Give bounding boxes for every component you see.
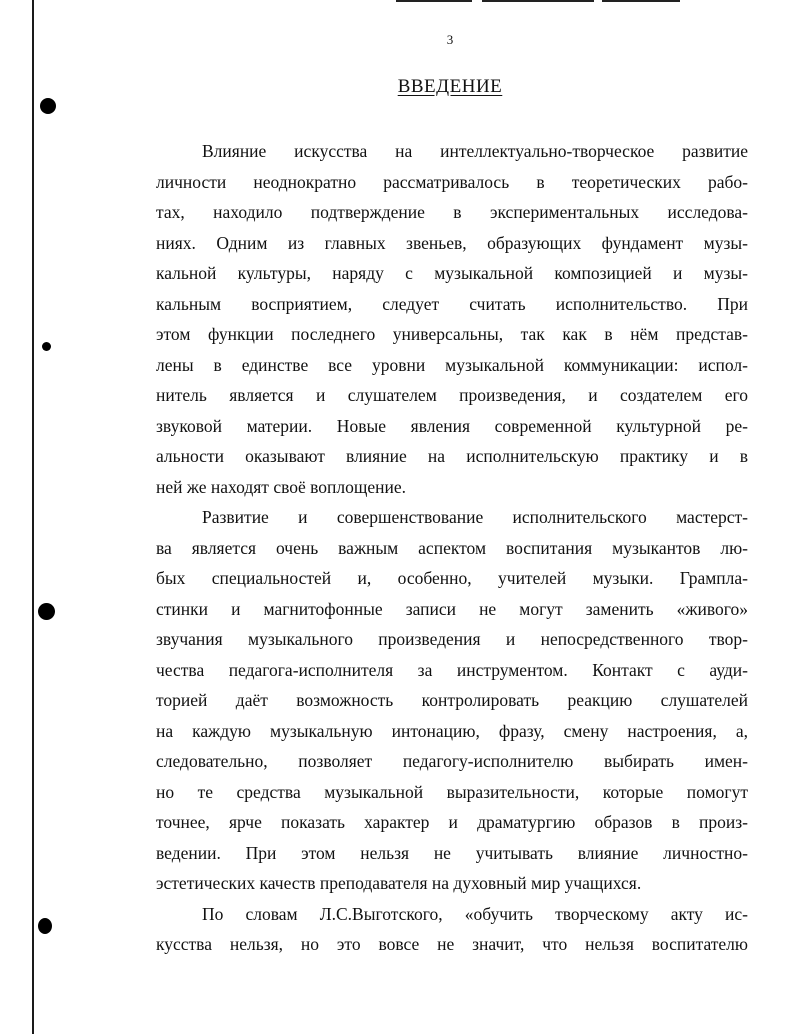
text-line: стинки и магнитофонные записи не могут заменить «живого» xyxy=(156,598,748,619)
text-line: личности неоднократно рассматривалось в теоретических рабо- xyxy=(156,171,748,192)
top-rule-left xyxy=(396,0,472,2)
punch-hole-mark xyxy=(42,342,51,351)
text-line: Развитие и совершенствование исполнительского мастерст- xyxy=(202,507,748,527)
text-line: но те средства музыкальной выразительности, которые помогут xyxy=(156,781,748,802)
text-line: этом функции последнего универсальны, так как в нём представ- xyxy=(156,324,748,344)
body-text xyxy=(156,136,748,960)
punch-hole-mark xyxy=(40,98,56,114)
text-line: точнее, ярче показать характер и драматургию образов в произ- xyxy=(156,812,748,832)
text-line: нитель является и слушателем произведения, и создателем его xyxy=(156,385,748,405)
scan-edge-line xyxy=(32,0,34,1034)
text-line: торией даёт возможность контролировать реакцию слушателей xyxy=(156,690,748,710)
text-line: Влияние искусства на интеллектуально-творческое развитие xyxy=(202,141,748,161)
text-line: ней же находят своё воплощение. xyxy=(156,476,406,497)
top-rule-middle xyxy=(482,0,594,2)
text-line: По словам Л.С.Выготского, «обучить творческому акту ис- xyxy=(202,903,748,924)
text-line: чества педагога-исполнителя за инструментом. Контакт с ауди- xyxy=(156,659,748,680)
text-line: звуковой материи. Новые явления современной культурной ре- xyxy=(156,415,748,436)
text-line: звучания музыкального произведения и непосредственного твор- xyxy=(156,629,748,649)
page-title: ВВЕДЕНИЕ xyxy=(397,76,503,97)
text-line: кальным восприятием, следует считать исполнительство. При xyxy=(156,293,748,314)
text-line: кальной культуры, наряду с музыкальной композицией и музы- xyxy=(156,263,748,283)
paragraph xyxy=(156,136,748,502)
text-line: ведении. При этом нельзя не учитывать влияние личностно- xyxy=(156,842,748,863)
text-line: альности оказывают влияние на исполнительскую практику и в xyxy=(156,446,748,466)
text-line: на каждую музыкальную интонацию, фразу, смену настроения, а, xyxy=(156,720,748,741)
text-line: тах, находило подтверждение в экспериментальных исследова- xyxy=(156,202,748,222)
text-line: ва является очень важным аспектом воспитания музыкантов лю- xyxy=(156,537,748,558)
text-line: следовательно, позволяет педагогу-исполнителю выбирать имен- xyxy=(156,751,748,771)
paragraph xyxy=(156,502,748,899)
paragraph xyxy=(156,899,748,960)
text-line: лены в единстве все уровни музыкальной коммуникации: испол- xyxy=(156,354,748,375)
page-number: 3 xyxy=(446,32,454,47)
text-line: ниях. Одним из главных звеньев, образующих фундамент музы- xyxy=(156,232,748,253)
punch-hole-mark xyxy=(38,603,55,620)
text-line: кусства нельзя, но это вовсе не значит, что нельзя воспитателю xyxy=(156,934,748,954)
top-rule-right xyxy=(602,0,680,2)
punch-hole-mark xyxy=(38,918,52,934)
text-line: эстетических качеств преподавателя на духовный мир учащихся. xyxy=(156,873,642,893)
text-line: бых специальностей и, особенно, учителей музыки. Грампла- xyxy=(156,568,748,588)
